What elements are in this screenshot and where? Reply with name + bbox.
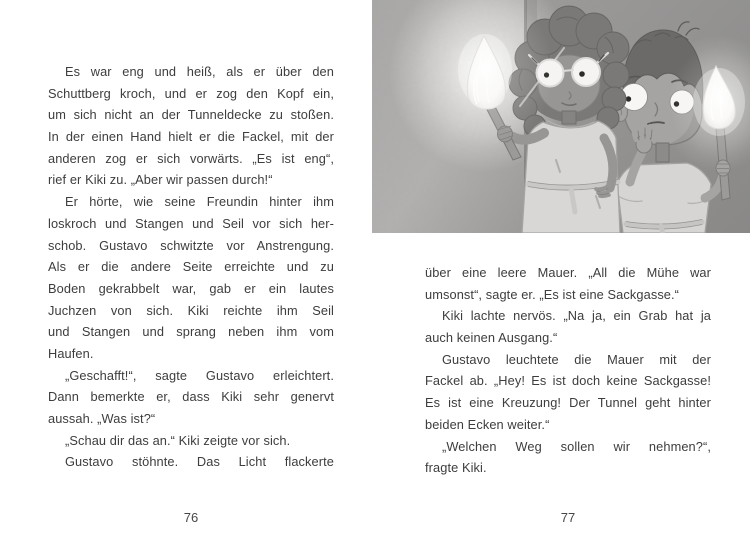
text-line: Haufen. xyxy=(48,345,94,361)
text-line: und Stangen und sprang neben ihm vom xyxy=(48,324,334,340)
text-line: loskroch und Stangen und Seil vor sich her- xyxy=(48,215,334,231)
page-number-right: 77 xyxy=(560,510,576,525)
text-line: über eine leere Mauer. „All die Mühe war xyxy=(425,265,711,280)
page-number-left: 76 xyxy=(183,510,199,525)
text-line: In der einen Hand hielt er die Fackel, mit der xyxy=(48,129,334,145)
text-line: Gustavo stöhnte. Das Licht flackerte xyxy=(65,454,334,470)
text-line: fragte Kiki. xyxy=(425,460,487,476)
text-line: Gustavo leuchtete die Mauer mit der xyxy=(442,351,711,367)
text-line: umsonst“, sagte er. „Es ist eine Sackgasse.“ xyxy=(425,286,680,302)
page-right xyxy=(372,0,750,556)
text-line: Schuttberg kroch, und er zog den Kopf ein, xyxy=(48,85,334,101)
text-line: „Welchen Weg sollen wir nehmen?“, xyxy=(442,438,711,454)
text-line: Es war eng und heiß, als er über den xyxy=(65,64,334,79)
girl-glasses-right-lens xyxy=(572,58,600,86)
illustration xyxy=(372,0,750,233)
right-text-block xyxy=(425,262,711,479)
text-line: Es ist eine Kreuzung! Der Tunnel geht hinter xyxy=(425,395,711,411)
text-line: Als er die andere Seite erreichte und zu xyxy=(48,259,334,275)
page-left xyxy=(0,0,372,556)
text-line: „Geschafft!“, sagte Gustavo erleichtert. xyxy=(65,367,334,383)
text-line: Boden gekrabbelt war, gab er ein lautes xyxy=(48,280,334,296)
text-line: Fackel ab. „Hey! Es ist doch keine Sackgasse! xyxy=(425,373,711,389)
text-line: anderen zog er sich vorwärts. „Es ist eng“, xyxy=(48,150,334,166)
text-line: Dann bemerkte er, dass Kiki sehr genervt xyxy=(48,389,334,405)
text-line: Er hörte, wie seine Freundin hinter ihm xyxy=(65,194,334,210)
text-line: beiden Ecken weiter.“ xyxy=(425,416,550,432)
text-line: rief er Kiki zu. „Aber wir passen durch!“ xyxy=(48,172,273,188)
text-line: um sich nicht an der Tunneldecke zu stoßen. xyxy=(48,107,334,123)
text-line: Kiki lachte nervös. „Na ja, ein Grab hat ja xyxy=(442,308,711,324)
boy-torch-hand xyxy=(716,160,730,176)
text-line: aussah. „Was ist?“ xyxy=(48,411,156,426)
text-line: Juchzen von sich. Kiki reichte ihm Seil xyxy=(48,302,334,318)
text-line: „Schau dir das an.“ Kiki zeigte vor sich. xyxy=(65,432,291,448)
text-line: auch keinen Ausgang.“ xyxy=(425,330,558,346)
text-line: schob. Gustavo schwitzte vor Anstrengung. xyxy=(48,237,334,253)
left-text-block xyxy=(48,61,334,473)
